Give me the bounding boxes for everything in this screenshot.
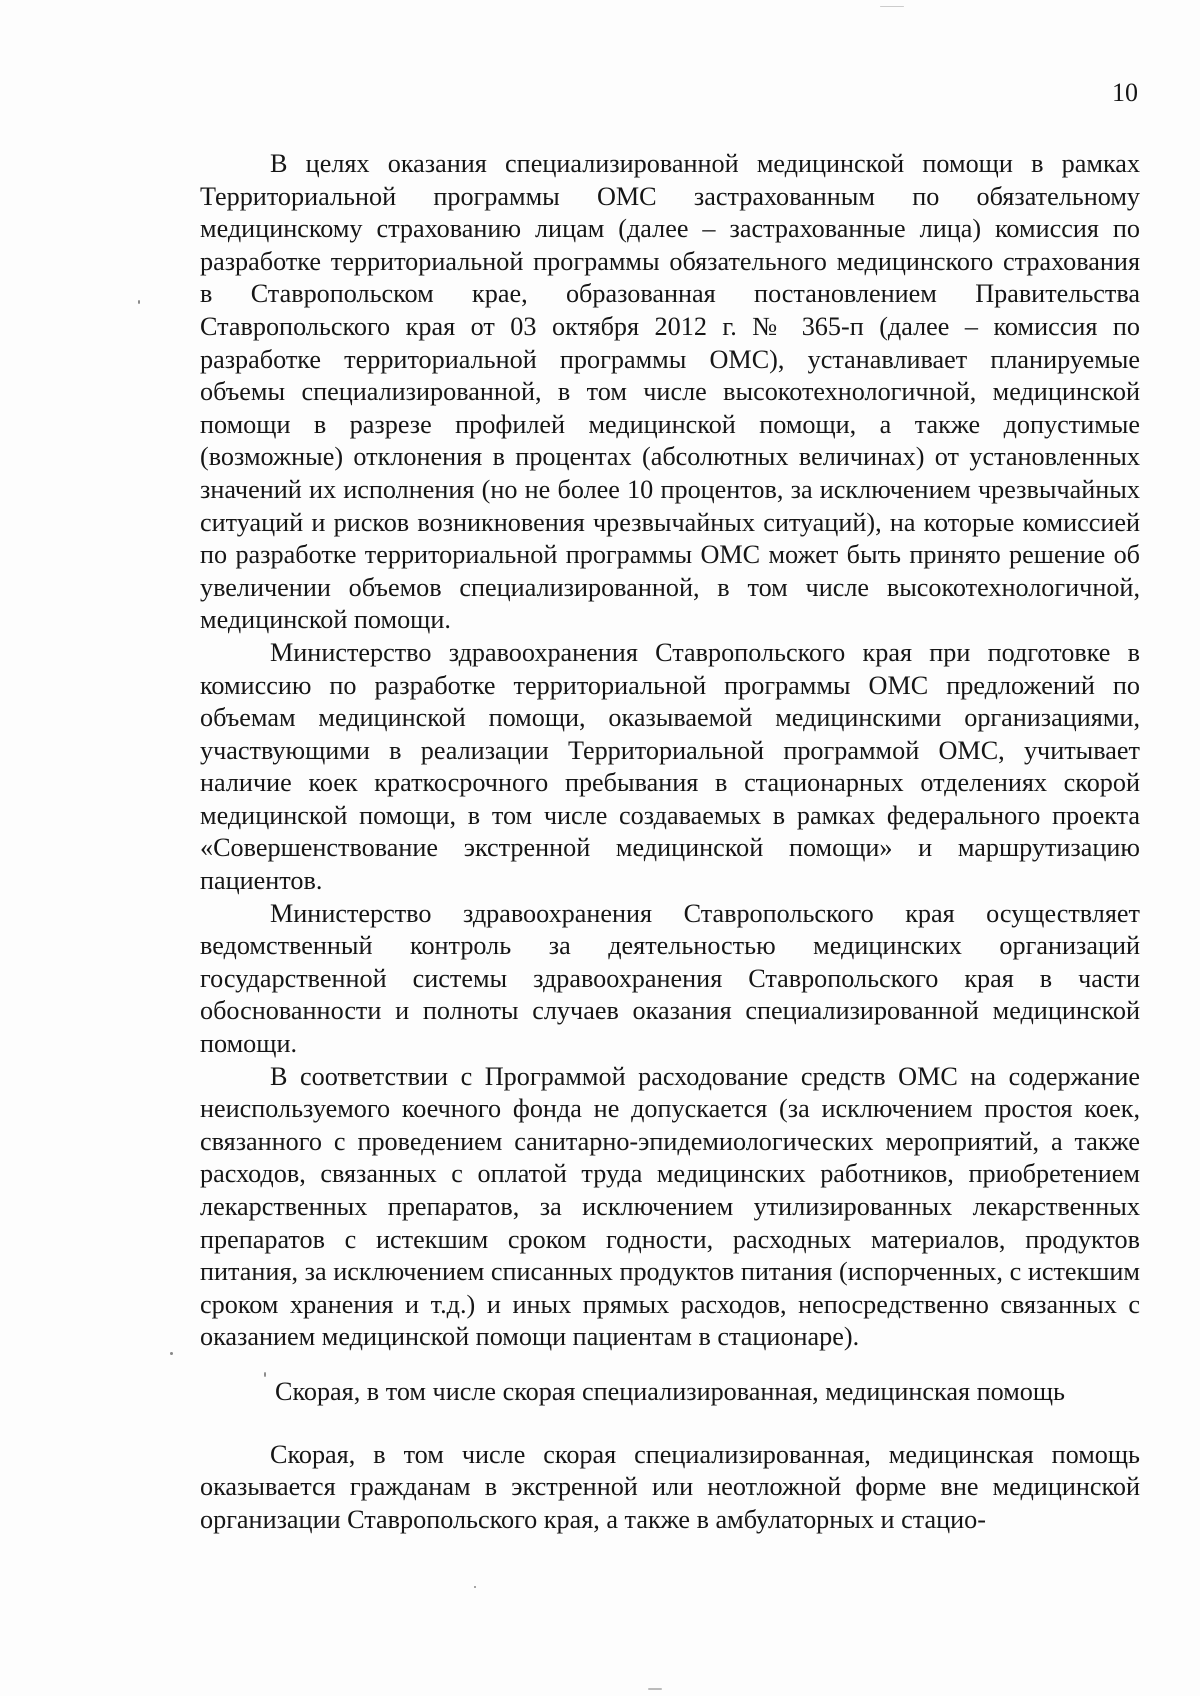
scan-speck	[474, 1586, 476, 1588]
scan-speck	[264, 1372, 266, 1377]
scan-speck	[648, 1688, 662, 1690]
page-number: 10	[1112, 78, 1138, 107]
scan-speck	[138, 300, 140, 304]
paragraph-emergency-care: Скорая, в том числе скорая специализированная, медицинская помощь оказывается гражданам в экстренной или неотложной форме вне медицинской организации Ставропольского края, а также в амбулаторных и стацио-	[200, 1439, 1140, 1534]
scan-speck	[170, 1352, 173, 1355]
document-body	[200, 148, 1140, 1536]
section-heading-emergency-care: Скорая, в том числе скорая специализированная, медицинская помощь	[275, 1376, 1065, 1406]
paragraph-departmental-control: Министерство здравоохранения Ставропольского края осуществляет ведомственный контроль за деятельностью медицинских организаций государственной системы здравоохранения Ставропольского края в части обоснованности и полноты случаев оказания специализированной медицинской помощи.	[200, 898, 1140, 1059]
paragraph-ministry-proposals: Министерство здравоохранения Ставропольского края при подготовке в комиссию по разработке территориальной программы ОМС предложений по объемам медицинской помощи, оказываемой медицинскими организациями, участвующими в реализации Территориальной программой ОМС, учитывает наличие коек краткосрочного пребывания в стационарных отделениях скорой медицинской помощи, в том числе создаваемых в рамках федерального проекта «Совершенствование экстренной медицинской помощи» и маршрутизацию пациентов.	[200, 637, 1140, 896]
paragraph-bed-fund-expenses: В соответствии с Программой расходование средств ОМС на содержание неиспользуемого коечного фонда не допускается (за исключением простоя коек, связанного с проведением санитарно-эпидемиологических мероприятий, а также расходов, связанных с оплатой труда медицинских работников, приобретением лекарственных препаратов, за исключением утилизированных лекарственных препаратов с истекшим сроком годности, расходных материалов, продуктов питания, за исключением списанных продуктов питания (испорченных, с истекшим сроком хранения и т.д.) и иных прямых расходов, непосредственно связанных с оказанием медицинской помощи пациентам в стационаре).	[200, 1061, 1140, 1352]
scan-speck	[880, 6, 904, 7]
paragraph-specialized-care-volumes: В целях оказания специализированной медицинской помощи в рамках Территориальной программы ОМС застрахованным по обязательному медицинскому страхованию лицам (далее – застрахованные лица) комиссия по разработке территориальной программы обязательного медицинского страхования в Ставропольском крае, образованная постановлением Правительства Ставропольского края от 03 октября 2012 г. № 365-п (далее – комиссия по разработке территориальной программы ОМС), устанавливает планируемые объемы специализированной, в том числе высокотехнологичной, медицинской помощи в разрезе профилей медицинской помощи, а также допустимые (возможные) отклонения в процентах (абсолютных величинах) от установленных значений их исполнения (но не более 10 процентов, за исключением чрезвычайных ситуаций и рисков возникновения чрезвычайных ситуаций), на которые комиссией по разработке территориальной программы ОМС может быть принято решение об увеличении объемов специализированной, в том числе высокотехнологичной, медицинской помощи.	[200, 149, 1140, 635]
